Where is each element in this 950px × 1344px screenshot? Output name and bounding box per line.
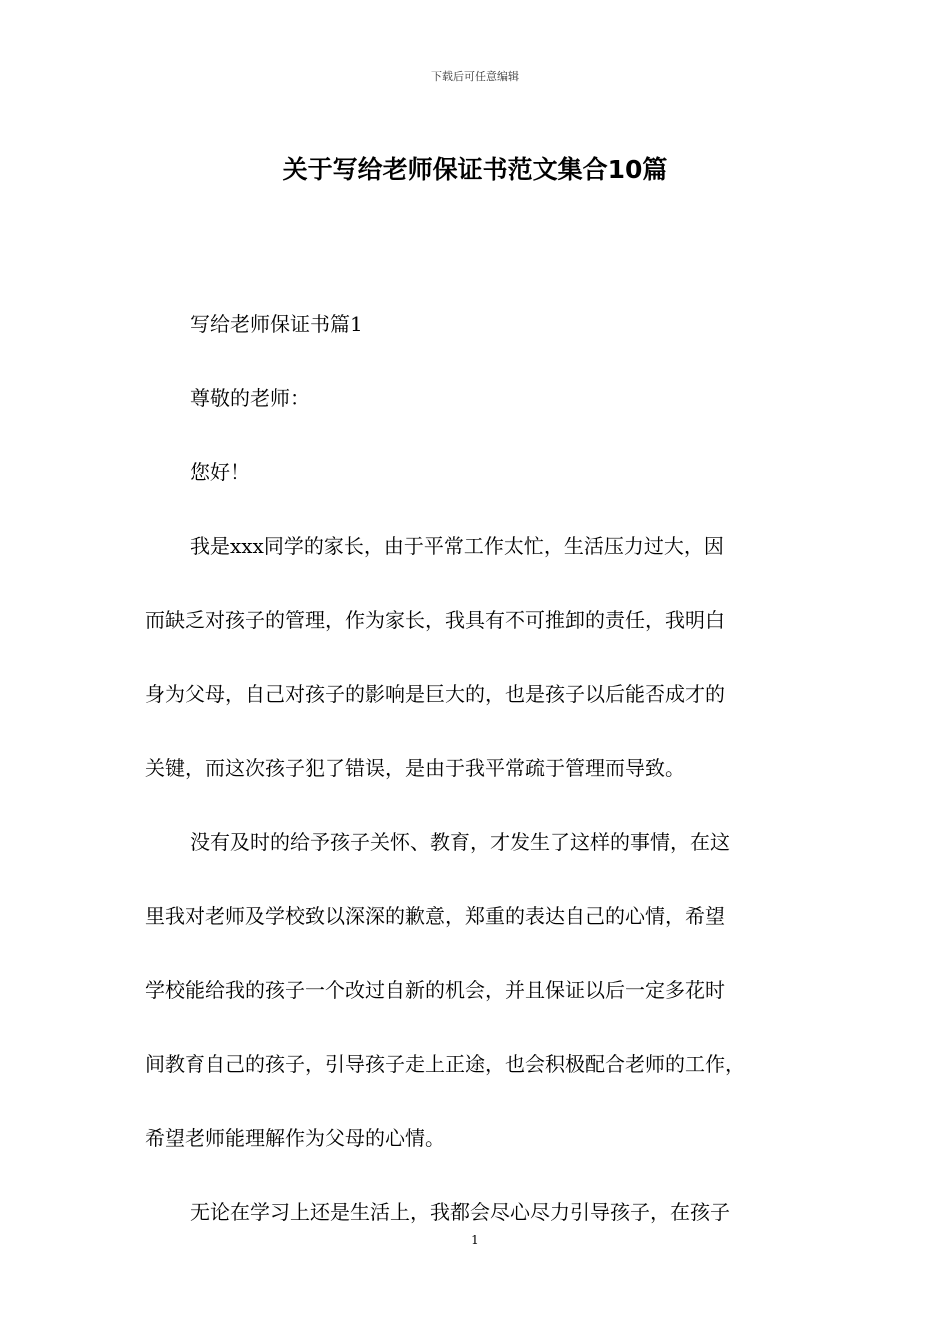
document-title: 关于写给老师保证书范文集合10篇 bbox=[282, 155, 668, 184]
paragraph-line: 希望老师能理解作为父母的心情。 bbox=[145, 1126, 445, 1150]
salutation: 尊敬的老师： bbox=[190, 386, 310, 410]
paragraph-line: 而缺乏对孩子的管理，作为家长，我具有不可推卸的责任，我明白 bbox=[145, 608, 725, 632]
page-number: 1 bbox=[471, 1233, 479, 1247]
greeting: 您好！ bbox=[190, 460, 250, 484]
paragraph-line: 里我对老师及学校致以深深的歉意，郑重的表达自己的心情，希望 bbox=[145, 904, 725, 928]
section-heading: 写给老师保证书篇1 bbox=[190, 312, 363, 336]
header-note: 下载后可任意编辑 bbox=[431, 70, 519, 83]
paragraph-line: 关键，而这次孩子犯了错误，是由于我平常疏于管理而导致。 bbox=[145, 756, 685, 780]
document-body bbox=[145, 287, 825, 1249]
paragraph-line: 没有及时的给予孩子关怀、教育，才发生了这样的事情，在这 bbox=[190, 830, 730, 854]
paragraph-line: 学校能给我的孩子一个改过自新的机会，并且保证以后一定多花时 bbox=[145, 978, 725, 1002]
paragraph-line: 无论在学习上还是生活上，我都会尽心尽力引导孩子，在孩子 bbox=[190, 1200, 730, 1224]
paragraph-line: 间教育自己的孩子，引导孩子走上正途，也会积极配合老师的工作， bbox=[145, 1052, 745, 1076]
paragraph-line: 我是xxx同学的家长，由于平常工作太忙，生活压力过大，因 bbox=[190, 534, 724, 558]
paragraph-line: 身为父母，自己对孩子的影响是巨大的，也是孩子以后能否成才的 bbox=[145, 682, 725, 706]
